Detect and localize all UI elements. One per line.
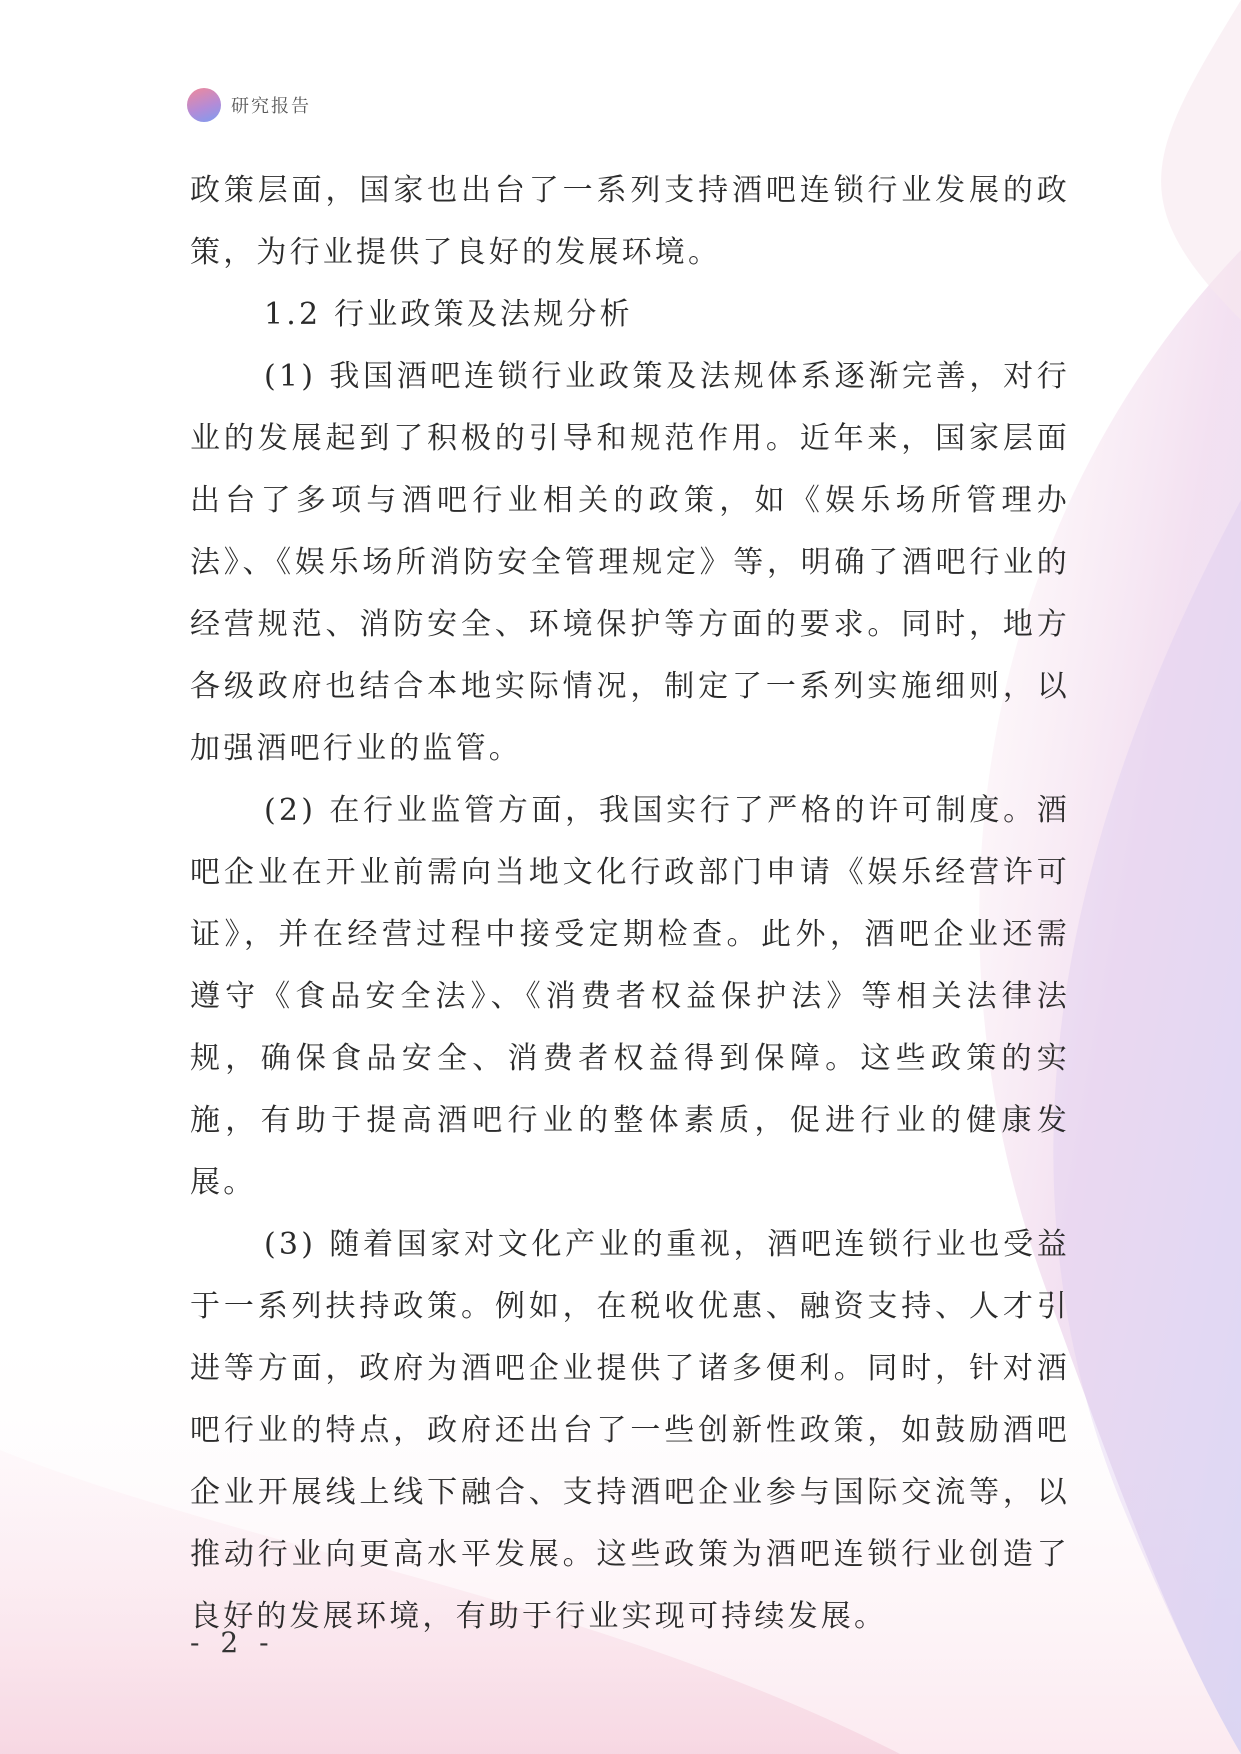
body-paragraph-2: (2) 在行业监管方面，我国实行了严格的许可制度。酒吧企业在开业前需向当地文化行政部门申请《娱乐经营许可证》，并在经营过程中接受定期检查。此外，酒吧企业还需遵守《食品安全法》、《消费者权益保护法》等相关法律法规，确保食品安全、消费者权益得到保障。这些政策的实施，有助于提高酒吧行业的整体素质，促进行业的健康发展。 [190,793,1070,1200]
intro-paragraph: 政策层面，国家也出台了一系列支持酒吧连锁行业发展的政策，为行业提供了良好的发展环境。 [190,173,1070,270]
body-paragraph-1: (1) 我国酒吧连锁行业政策及法规体系逐渐完善，对行业的发展起到了积极的引导和规范作用。近年来，国家层面出台了多项与酒吧行业相关的政策，如《娱乐场所管理办法》、《娱乐场所消防安全管理规定》等，明确了酒吧行业的经营规范、消防安全、环境保护等方面的要求。同时，地方各级政府也结合本地实际情况，制定了一系列实施细则，以加强酒吧行业的监管。 [190,359,1070,766]
page-number: - 2 - [190,1626,275,1659]
logo-icon [187,88,221,122]
body-paragraph-3: (3) 随着国家对文化产业的重视，酒吧连锁行业也受益于一系列扶持政策。例如，在税收优惠、融资支持、人才引进等方面，政府为酒吧企业提供了诸多便利。同时，针对酒吧行业的特点，政府还出台了一些创新性政策，如鼓励酒吧企业开展线上线下融合、支持酒吧企业参与国际交流等，以推动行业向更高水平发展。这些政策为酒吧连锁行业创造了良好的发展环境，有助于行业实现可持续发展。 [190,1227,1070,1634]
header-label: 研究报告 [231,96,311,117]
section-heading: 1.2 行业政策及法规分析 [264,297,633,332]
report-header [187,88,311,122]
document-body [190,160,1070,1648]
